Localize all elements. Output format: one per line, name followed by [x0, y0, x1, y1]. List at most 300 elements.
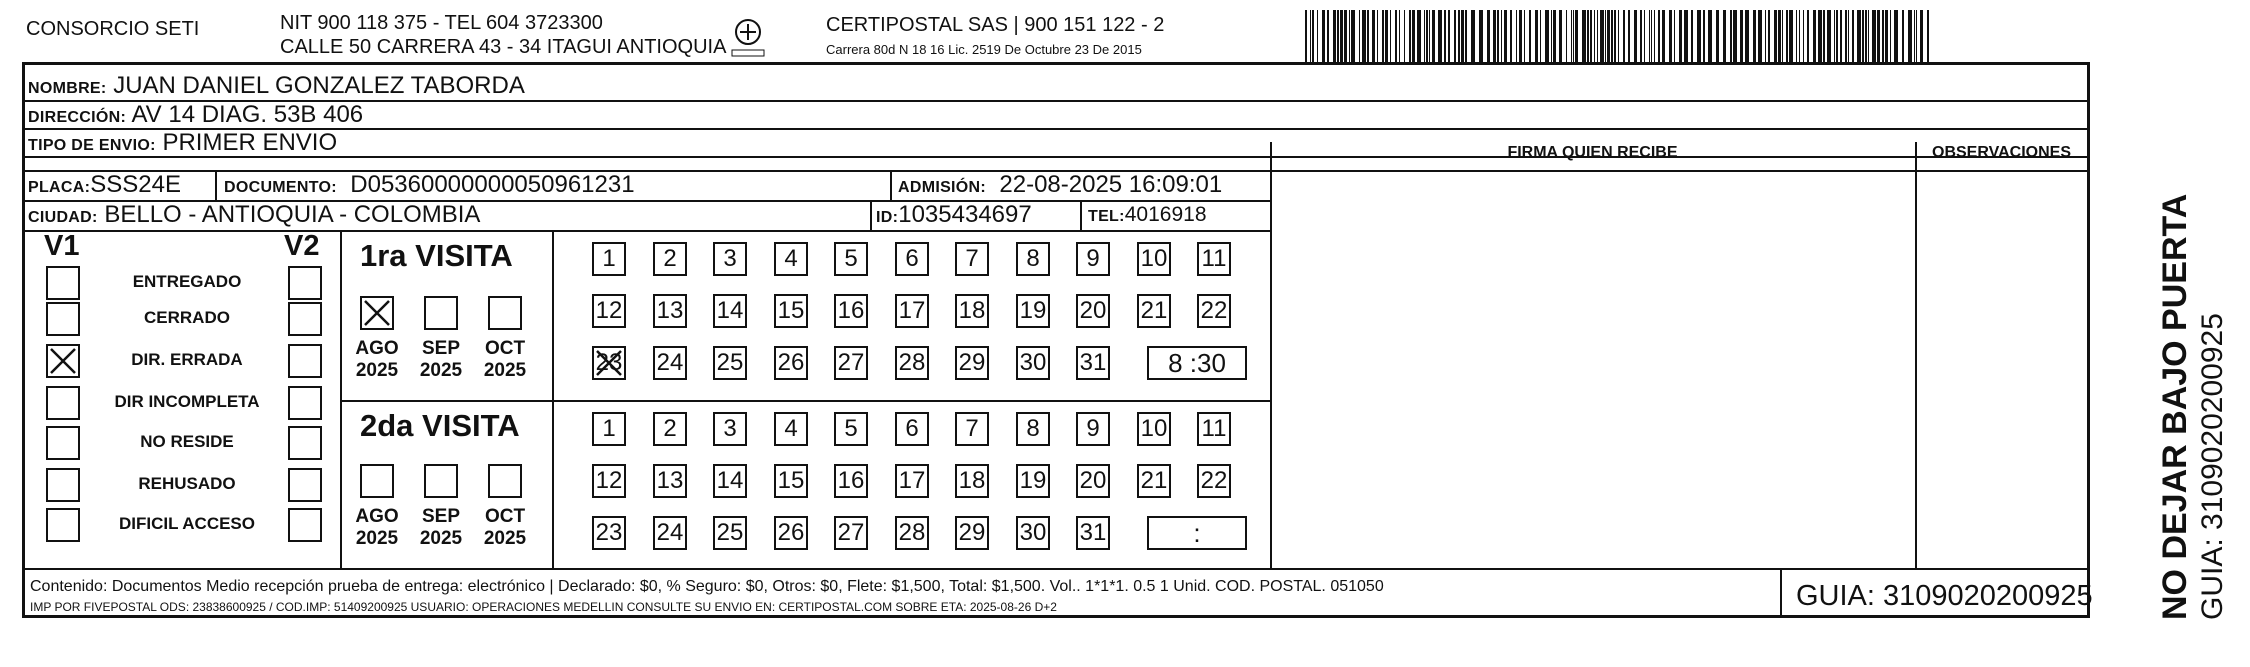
barcode-bar	[1803, 10, 1804, 62]
day-box[interactable]	[955, 412, 989, 446]
day-number: 21	[1140, 297, 1168, 324]
month-name: AGO	[355, 506, 399, 527]
barcode-bar	[1823, 10, 1825, 62]
day-box[interactable]	[653, 242, 687, 276]
barcode-bar	[1894, 10, 1898, 62]
status-label: CERRADO	[144, 308, 230, 327]
time-box[interactable]	[1147, 346, 1247, 380]
barcode-bar	[1840, 10, 1842, 62]
day-box[interactable]	[895, 516, 929, 550]
barcode-bar	[1768, 10, 1770, 62]
nombre-value: JUAN DANIEL GONZALEZ TABORDA	[113, 72, 525, 99]
day-number: 22	[1200, 467, 1228, 494]
carrier-line: CERTIPOSTAL SAS | 900 151 122 - 2	[826, 14, 1165, 36]
barcode-bar	[1607, 10, 1610, 62]
admision-label: ADMISIÓN:	[898, 179, 987, 196]
admision-value: 22-08-2025 16:09:01	[999, 171, 1223, 198]
day-box[interactable]	[895, 464, 929, 498]
barcode-bar	[1367, 10, 1369, 62]
barcode-bar	[1789, 10, 1793, 62]
barcode-bar	[1504, 10, 1507, 62]
day-box[interactable]	[1137, 412, 1171, 446]
barcode-bar	[1465, 10, 1467, 62]
barcode-bar	[1679, 10, 1682, 62]
day-number: 5	[844, 245, 858, 272]
day-box[interactable]	[1016, 464, 1050, 498]
v2-checkbox[interactable]	[288, 266, 322, 300]
day-number: 16	[837, 297, 865, 324]
month-year: 2025	[355, 528, 399, 549]
day-box[interactable]	[1076, 516, 1110, 550]
barcode-bar	[1753, 10, 1756, 62]
month-checkbox[interactable]	[360, 464, 394, 498]
day-number: 16	[837, 467, 865, 494]
barcode-bar	[1807, 10, 1809, 62]
barcode-bar	[1359, 10, 1360, 62]
barcode-bar	[1877, 10, 1880, 62]
month-name: OCT	[484, 506, 526, 527]
nit-line: NIT 900 118 375 - TEL 604 3723300	[280, 12, 603, 34]
day-box[interactable]	[1137, 294, 1171, 328]
barcode-bar	[1429, 10, 1430, 62]
v1-checkbox[interactable]	[46, 468, 80, 502]
day-box[interactable]	[834, 242, 868, 276]
day-box[interactable]	[1076, 294, 1110, 328]
barcode-bar	[1559, 10, 1562, 62]
barcode-bar	[1614, 10, 1616, 62]
v2-checkbox[interactable]	[288, 344, 322, 378]
month-year: 2025	[483, 528, 527, 549]
barcode-bar	[1337, 10, 1339, 62]
day-box[interactable]	[653, 516, 687, 550]
day-number: 8	[1026, 245, 1040, 272]
day-number: 15	[777, 297, 805, 324]
barcode-bar	[1566, 10, 1567, 62]
side-guia: GUIA: 3109020200925	[2196, 313, 2229, 620]
documento-field	[224, 171, 635, 202]
barcode-bar	[1454, 10, 1456, 62]
day-box[interactable]	[834, 516, 868, 550]
barcode-bar	[1708, 10, 1712, 62]
barcode-bar	[1519, 10, 1522, 62]
barcode-bar	[1471, 10, 1475, 62]
address-line: CALLE 50 CARRERA 43 - 34 ITAGUI ANTIOQUIA	[280, 36, 727, 58]
id-label: ID:	[876, 209, 899, 226]
day-box[interactable]	[834, 464, 868, 498]
barcode-bar	[1852, 10, 1854, 62]
day-box[interactable]	[895, 242, 929, 276]
day-number: 1	[602, 415, 616, 442]
day-number: 5	[844, 415, 858, 442]
barcode-bar	[1745, 10, 1749, 62]
month-label	[411, 506, 471, 550]
direccion-value: AV 14 DIAG. 53B 406	[131, 101, 364, 128]
day-number: 31	[1079, 519, 1107, 546]
month-label	[475, 506, 535, 550]
v1-checkbox[interactable]	[46, 386, 80, 420]
barcode-bar	[1426, 10, 1428, 62]
tipo-envio-value: PRIMER ENVIO	[162, 129, 338, 156]
barcode-bar	[1865, 10, 1867, 62]
day-box[interactable]	[1016, 346, 1050, 380]
v2-checkbox[interactable]	[288, 508, 322, 542]
barcode-bar	[1651, 10, 1652, 62]
barcode-bar	[1351, 10, 1355, 62]
day-box[interactable]	[1076, 346, 1110, 380]
barcode-bar	[1868, 10, 1869, 62]
day-box[interactable]	[592, 294, 626, 328]
month-year: 2025	[483, 360, 527, 381]
barcode-bar	[1382, 10, 1384, 62]
day-box[interactable]	[592, 346, 626, 380]
barcode-bar	[1774, 10, 1777, 62]
day-number: 2	[663, 245, 677, 272]
footer-print-line: IMP POR FIVEPOSTAL ODS: 23838600925 / COD.IMP: 51409200925 USUARIO: OPERACIONES MEDELLIN CONSULTE SU ENVIO EN: CERTIPOSTAL.COM SOBRE ETA: 2025-08-26 D+2	[30, 600, 1057, 614]
day-number: 28	[898, 519, 926, 546]
status-label: REHUSADO	[138, 474, 236, 493]
time-value: :	[1193, 518, 1201, 548]
month-name: SEP	[421, 506, 461, 527]
day-number: 1	[602, 245, 616, 272]
day-box[interactable]	[895, 412, 929, 446]
day-number: 10	[1140, 415, 1168, 442]
barcode-bar	[1575, 10, 1578, 62]
day-box[interactable]	[713, 346, 747, 380]
day-number: 7	[965, 245, 979, 272]
day-number: 11	[1201, 415, 1227, 442]
barcode-bar	[1597, 10, 1598, 62]
v1-checkbox[interactable]	[46, 426, 80, 460]
tel-field	[1088, 201, 1207, 231]
v1-checkbox[interactable]	[46, 344, 80, 378]
day-number: 17	[898, 467, 926, 494]
tipo-envio-label: TIPO DE ENVIO:	[28, 137, 156, 154]
admision-field	[898, 171, 1222, 202]
barcode-bar	[1691, 10, 1693, 62]
barcode-bar	[1658, 10, 1660, 62]
v2-checkbox[interactable]	[288, 302, 322, 336]
barcode-bar	[1916, 10, 1917, 62]
day-number: 11	[1201, 245, 1227, 272]
day-box[interactable]	[834, 346, 868, 380]
barcode-bar	[1551, 10, 1552, 62]
time-box[interactable]	[1147, 516, 1247, 550]
month-name: OCT	[484, 338, 526, 359]
barcode-bar	[1432, 10, 1435, 62]
barcode-bar	[1786, 10, 1788, 62]
month-year: 2025	[419, 528, 463, 549]
status-label: DIR. ERRADA	[131, 350, 243, 369]
barcode-bar	[1412, 10, 1415, 62]
day-number: 23	[595, 349, 623, 376]
day-number: 25	[716, 349, 744, 376]
footer-content-line: Contenido: Documentos Medio recepción prueba de entrega: electrónico | Declarado: $0, % Seguro: $0, Otros: $0, Flete: $1,500, Total: $1,500. Vol.. 1*1*1. 0.5 1 Unid. COD. POSTAL. 051050	[30, 578, 1384, 595]
v1-checkbox[interactable]	[46, 302, 80, 336]
day-number: 8	[1026, 415, 1040, 442]
barcode-bar	[1529, 10, 1531, 62]
v2-checkbox[interactable]	[288, 426, 322, 460]
day-number: 7	[965, 415, 979, 442]
documento-label: DOCUMENTO:	[224, 179, 337, 196]
barcode-bar	[1902, 10, 1904, 62]
day-number: 3	[723, 415, 737, 442]
day-box[interactable]	[592, 412, 626, 446]
day-number: 6	[905, 245, 919, 272]
day-number: 24	[656, 519, 684, 546]
barcode-bar	[1778, 10, 1781, 62]
day-box[interactable]	[713, 464, 747, 498]
barcode-bar	[1317, 10, 1318, 62]
day-number: 22	[1200, 297, 1228, 324]
day-number: 21	[1140, 467, 1168, 494]
day-box[interactable]	[592, 242, 626, 276]
barcode-bar	[1908, 10, 1912, 62]
ciudad-value: BELLO - ANTIOQUIA - COLOMBIA	[104, 201, 481, 228]
day-number: 12	[595, 297, 623, 324]
barcode-bar	[1834, 10, 1835, 62]
barcode-bar	[1349, 10, 1350, 62]
day-box[interactable]	[834, 294, 868, 328]
day-box[interactable]	[1137, 464, 1171, 498]
placa-label: PLACA:	[28, 179, 91, 196]
certipostal-logo	[728, 16, 768, 62]
placa-field	[28, 171, 181, 202]
day-number: 18	[958, 467, 986, 494]
day-box[interactable]	[1076, 464, 1110, 498]
barcode-bar	[1703, 10, 1705, 62]
company-name: CONSORCIO SETI	[26, 18, 200, 40]
barcode-bar	[1723, 10, 1726, 62]
day-box[interactable]	[774, 516, 808, 550]
day-number: 4	[784, 415, 798, 442]
day-box[interactable]	[834, 412, 868, 446]
status-label: DIR INCOMPLETA	[114, 392, 260, 411]
barcode-bar	[1920, 10, 1923, 62]
day-number: 29	[958, 519, 986, 546]
status-label: ENTREGADO	[132, 272, 242, 291]
barcode-bar	[1662, 10, 1665, 62]
v1-checkbox[interactable]	[46, 266, 80, 300]
barcode-bar	[1553, 10, 1556, 62]
barcode	[1305, 10, 1935, 62]
barcode-bar	[1740, 10, 1743, 62]
barcode-bar	[1634, 10, 1637, 62]
day-number: 25	[716, 519, 744, 546]
day-number: 14	[716, 467, 744, 494]
v2-checkbox[interactable]	[288, 468, 322, 502]
day-number: 19	[1019, 467, 1047, 494]
v2-checkbox[interactable]	[288, 386, 322, 420]
barcode-bar	[1862, 10, 1864, 62]
barcode-bar	[1649, 10, 1650, 62]
id-value: 1035434697	[898, 201, 1032, 228]
nombre-field	[28, 72, 525, 103]
day-box[interactable]	[774, 412, 808, 446]
month-checkbox[interactable]	[488, 296, 522, 330]
barcode-bar	[1605, 10, 1606, 62]
barcode-bar	[1362, 10, 1366, 62]
day-number: 20	[1079, 297, 1107, 324]
day-box[interactable]	[774, 346, 808, 380]
day-number: 13	[656, 467, 684, 494]
barcode-bar	[1535, 10, 1538, 62]
barcode-bar	[1409, 10, 1411, 62]
day-box[interactable]	[1016, 242, 1050, 276]
barcode-bar	[1487, 10, 1490, 62]
barcode-bar	[1322, 10, 1325, 62]
day-number: 10	[1140, 245, 1168, 272]
day-number: 14	[716, 297, 744, 324]
day-box[interactable]	[1016, 294, 1050, 328]
barcode-bar	[1796, 10, 1797, 62]
barcode-bar	[1674, 10, 1675, 62]
barcode-bar	[1799, 10, 1800, 62]
barcode-bar	[1524, 10, 1525, 62]
barcode-bar	[1312, 10, 1314, 62]
month-checkbox[interactable]	[488, 464, 522, 498]
time-value: 8 :30	[1168, 348, 1226, 378]
day-number: 19	[1019, 297, 1047, 324]
barcode-bar	[1516, 10, 1517, 62]
day-box[interactable]	[774, 294, 808, 328]
month-name: AGO	[355, 338, 399, 359]
day-number: 15	[777, 467, 805, 494]
barcode-bar	[1882, 10, 1884, 62]
day-number: 28	[898, 349, 926, 376]
day-number: 6	[905, 415, 919, 442]
direccion-field	[28, 101, 363, 132]
day-box[interactable]	[955, 464, 989, 498]
barcode-bar	[1404, 10, 1405, 62]
month-checkbox[interactable]	[360, 296, 394, 330]
barcode-bar	[1344, 10, 1347, 62]
day-number: 26	[777, 349, 805, 376]
barcode-bar	[1417, 10, 1421, 62]
day-box[interactable]	[653, 464, 687, 498]
day-box[interactable]	[713, 242, 747, 276]
day-number: 26	[777, 519, 805, 546]
day-number: 17	[898, 297, 926, 324]
barcode-bar	[1390, 10, 1391, 62]
id-field	[876, 201, 1032, 232]
day-number: 24	[656, 349, 684, 376]
barcode-bar	[1571, 10, 1572, 62]
day-box[interactable]	[713, 412, 747, 446]
day-number: 23	[595, 519, 623, 546]
day-box[interactable]	[1197, 242, 1231, 276]
day-number: 4	[784, 245, 798, 272]
month-label	[347, 506, 407, 550]
day-number: 29	[958, 349, 986, 376]
license-line: Carrera 80d N 18 16 Lic. 2519 De Octubre 23 De 2015	[826, 42, 1142, 57]
ciudad-label: CIUDAD:	[28, 209, 98, 226]
day-box[interactable]	[774, 242, 808, 276]
v1-checkbox[interactable]	[46, 508, 80, 542]
day-box[interactable]	[774, 464, 808, 498]
barcode-bar	[1640, 10, 1642, 62]
barcode-bar	[1654, 10, 1655, 62]
day-box[interactable]	[895, 346, 929, 380]
day-number: 30	[1019, 349, 1047, 376]
barcode-bar	[1590, 10, 1592, 62]
footer-guia: GUIA: 3109020200925	[1796, 580, 2093, 612]
day-number: 27	[837, 519, 865, 546]
barcode-bar	[1782, 10, 1783, 62]
day-box[interactable]	[1137, 242, 1171, 276]
month-year: 2025	[355, 360, 399, 381]
barcode-bar	[1377, 10, 1378, 62]
day-number: 31	[1079, 349, 1107, 376]
day-box[interactable]	[592, 516, 626, 550]
day-box[interactable]	[895, 294, 929, 328]
barcode-bar	[1827, 10, 1831, 62]
day-box[interactable]	[955, 294, 989, 328]
barcode-bar	[1730, 10, 1732, 62]
barcode-bar	[1813, 10, 1816, 62]
barcode-bar	[1458, 10, 1460, 62]
day-box[interactable]	[592, 464, 626, 498]
barcode-bar	[1305, 10, 1307, 62]
day-box[interactable]	[1197, 294, 1231, 328]
day-box[interactable]	[1197, 412, 1231, 446]
barcode-bar	[1885, 10, 1888, 62]
barcode-bar	[1684, 10, 1688, 62]
barcode-bar	[1497, 10, 1499, 62]
month-checkbox[interactable]	[424, 296, 458, 330]
status-label: DIFICIL ACCESO	[118, 514, 255, 533]
day-box[interactable]	[955, 242, 989, 276]
day-box[interactable]	[1076, 412, 1110, 446]
observaciones-header: OBSERVACIONES	[1932, 144, 2071, 161]
barcode-bar	[1618, 10, 1619, 62]
day-box[interactable]	[955, 516, 989, 550]
barcode-bar	[1399, 10, 1400, 62]
side-warning: NO DEJAR BAJO PUERTA	[2156, 193, 2194, 620]
barcode-bar	[1697, 10, 1701, 62]
barcode-bar	[1573, 10, 1574, 62]
month-checkbox[interactable]	[424, 464, 458, 498]
day-number: 13	[656, 297, 684, 324]
firma-header: FIRMA QUIEN RECIBE	[1507, 144, 1678, 161]
nombre-label: NOMBRE:	[28, 80, 107, 97]
barcode-bar	[1914, 10, 1915, 62]
day-box[interactable]	[713, 294, 747, 328]
barcode-bar	[1310, 10, 1311, 62]
day-number: 2	[663, 415, 677, 442]
barcode-bar	[1545, 10, 1549, 62]
barcode-bar	[1501, 10, 1502, 62]
month-label	[411, 338, 471, 382]
day-box[interactable]	[1076, 242, 1110, 276]
barcode-bar	[1461, 10, 1464, 62]
day-box[interactable]	[1016, 516, 1050, 550]
day-box[interactable]	[653, 412, 687, 446]
day-box[interactable]	[1197, 464, 1231, 498]
day-box[interactable]	[1016, 412, 1050, 446]
barcode-bar	[1582, 10, 1586, 62]
day-number: 30	[1019, 519, 1047, 546]
day-box[interactable]	[653, 294, 687, 328]
barcode-bar	[1372, 10, 1375, 62]
day-box[interactable]	[713, 516, 747, 550]
barcode-bar	[1872, 10, 1876, 62]
barcode-bar	[1438, 10, 1442, 62]
day-box[interactable]	[653, 346, 687, 380]
barcode-bar	[1758, 10, 1762, 62]
day-number: 9	[1086, 245, 1100, 272]
day-box[interactable]	[955, 346, 989, 380]
documento-value: D05360000000050961231	[350, 171, 635, 198]
